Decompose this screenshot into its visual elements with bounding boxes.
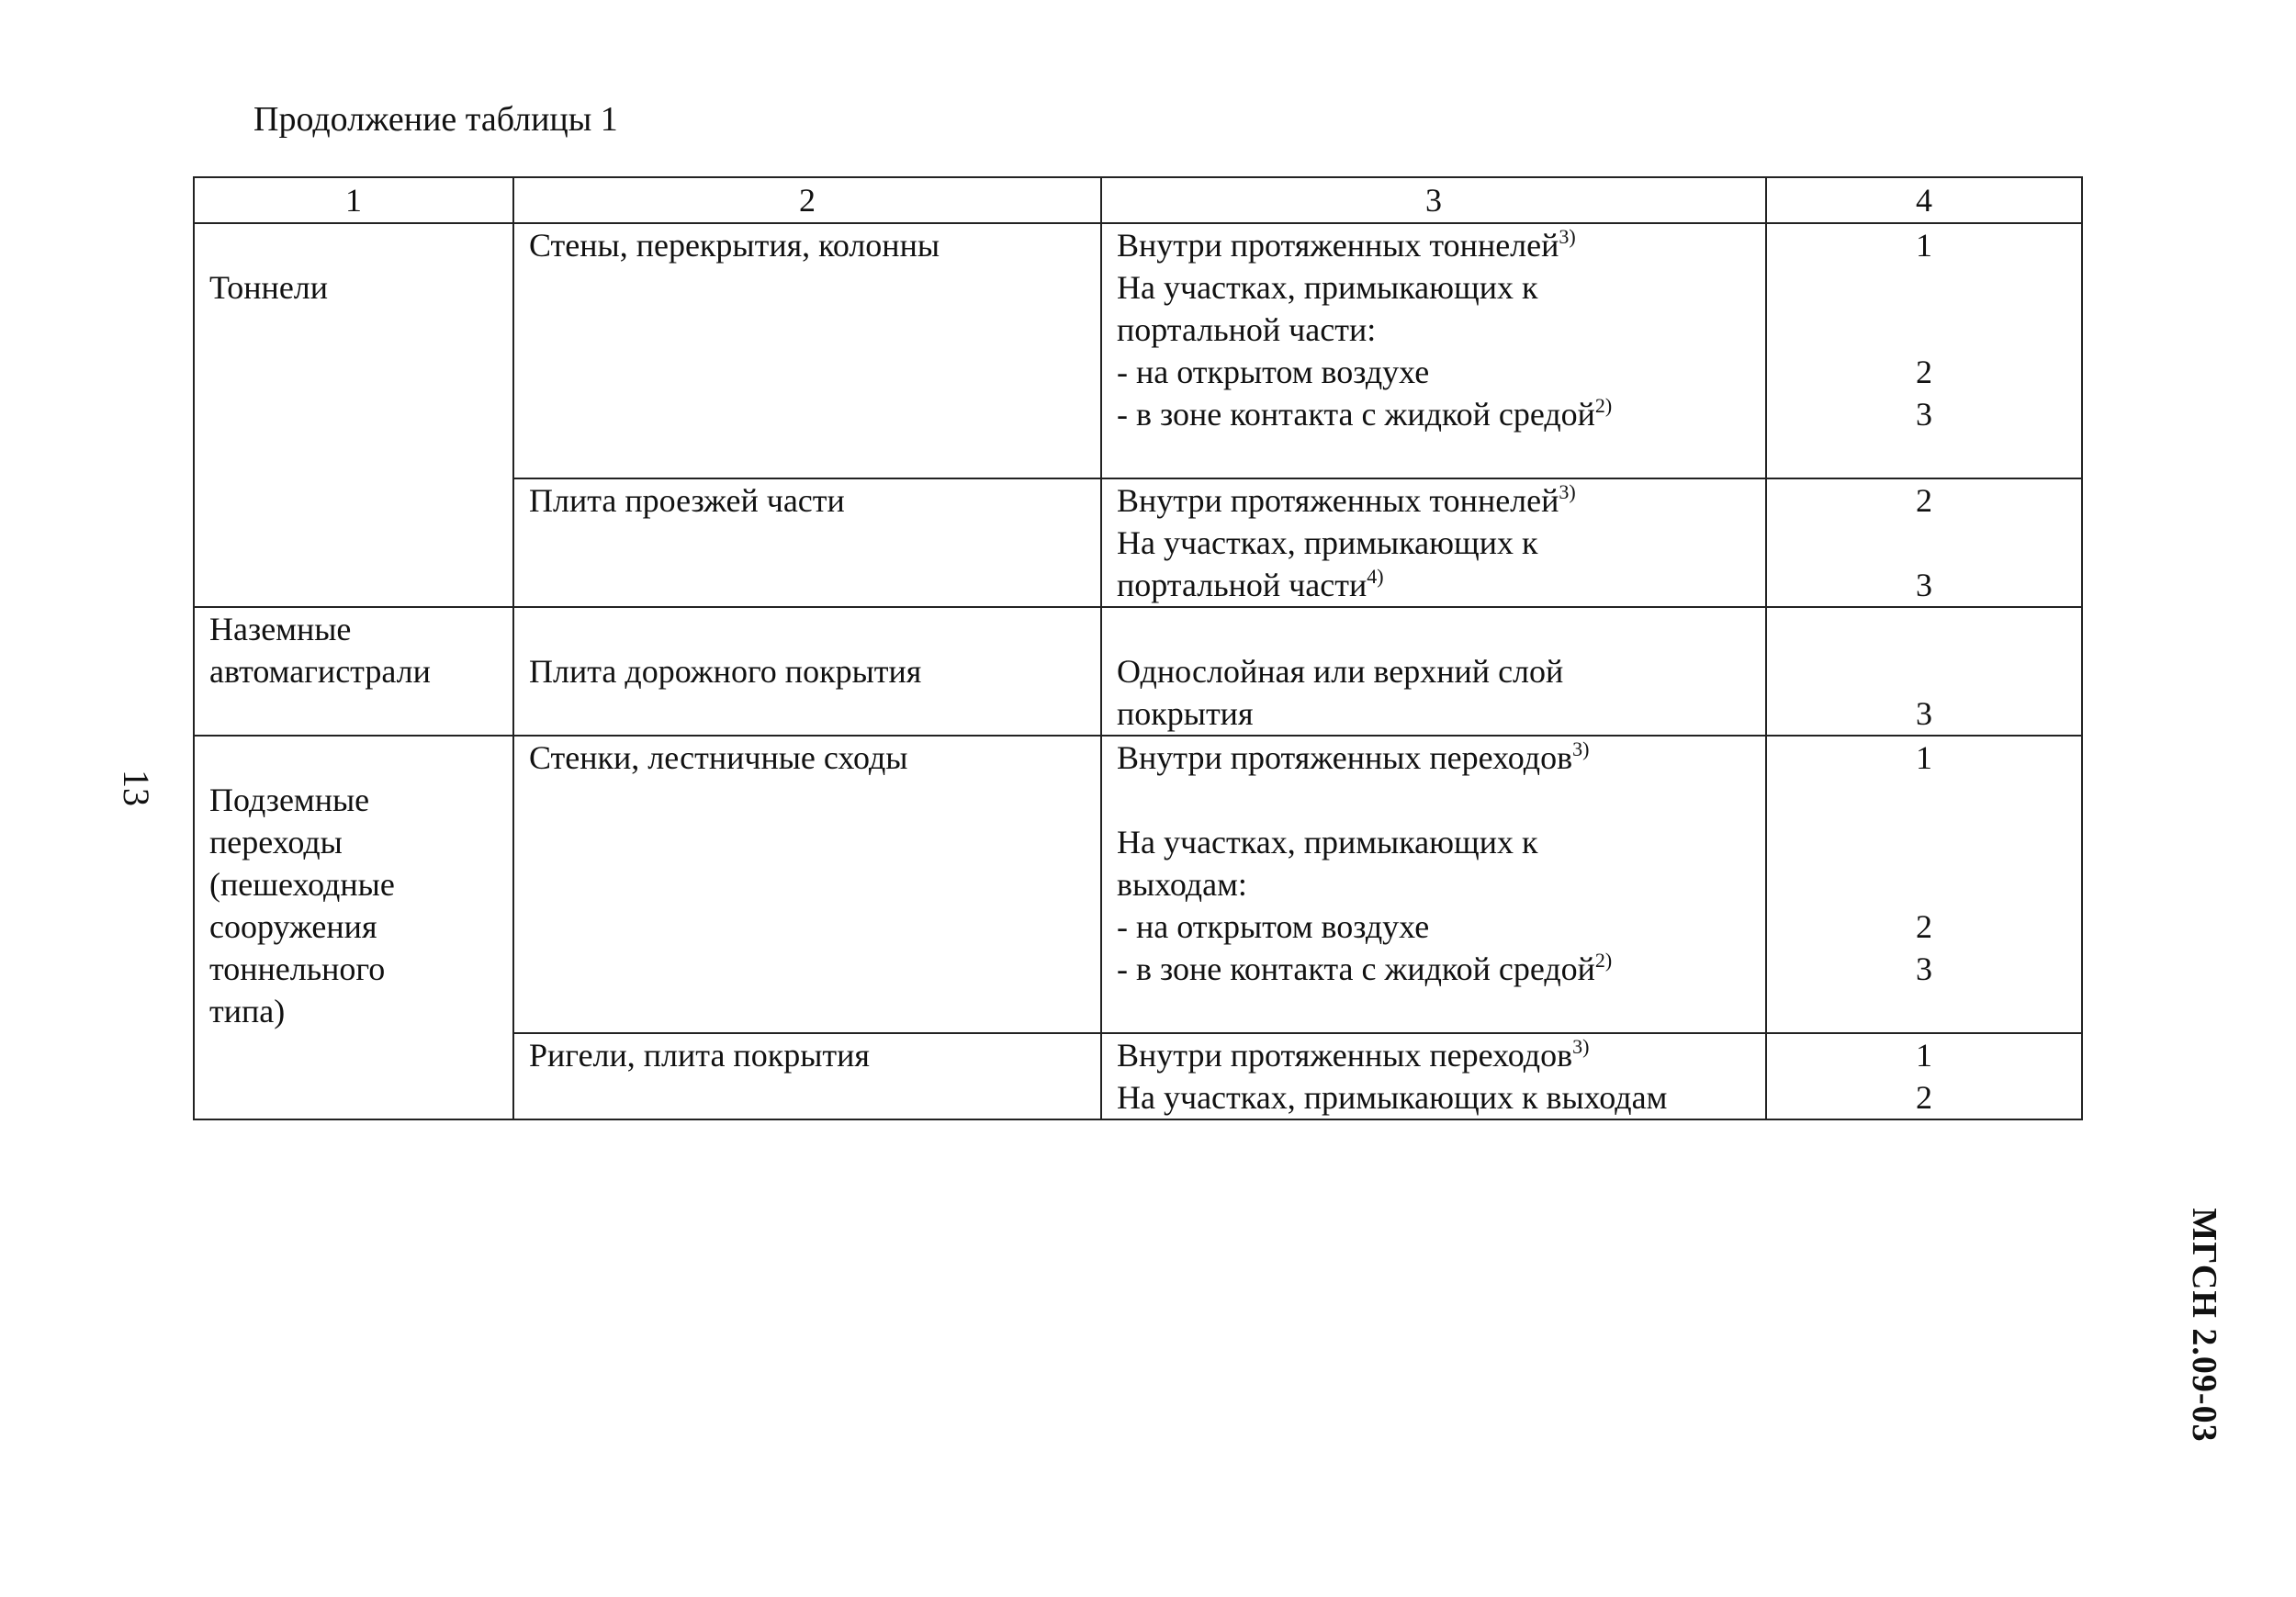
value-cell: 1 2 3	[1766, 736, 2082, 1033]
element-cell: Стенки, лестничные сходы	[513, 736, 1101, 1033]
element-cell: Стены, перекрытия, колонны	[513, 223, 1101, 478]
element-cell: Ригели, плита покрытия	[513, 1033, 1101, 1119]
category-tunnels: Тоннели	[194, 223, 513, 607]
value-cell: 2 3	[1766, 478, 2082, 607]
condition-cell: Внутри протяженных тоннелей$^{3)}$ На участках, примыкающих к портальной части$^{4)}$	[1101, 478, 1766, 607]
value-cell: 1 2 3	[1766, 223, 2082, 478]
category-underpasses: Подземные переходы (пешеходные сооружения тоннельного типа)	[194, 736, 513, 1119]
condition-cell: Однослойная или верхний слой покрытия	[1101, 607, 1766, 736]
category-highways: Наземные автомагистрали	[194, 607, 513, 736]
condition-cell: Внутри протяженных тоннелей$^{3)}$ На участках, примыкающих к портальной части: - на открытом воздухе - в зоне контакта с жидкой средой$^{2)}$	[1101, 223, 1766, 478]
header-col-4: 4	[1766, 177, 2082, 223]
page-number: 13	[116, 770, 157, 806]
classification-table	[193, 176, 2083, 1120]
value-cell: 1 2	[1766, 1033, 2082, 1119]
condition-cell: Внутри протяженных переходов$^{3)}$ На участках, примыкающих к выходам	[1101, 1033, 1766, 1119]
value-cell: 3	[1766, 607, 2082, 736]
table-row	[194, 223, 2082, 478]
table-row	[194, 736, 2082, 1033]
table-row	[194, 607, 2082, 736]
header-col-2: 2	[513, 177, 1101, 223]
element-cell: Плита дорожного покрытия	[513, 607, 1101, 736]
header-row	[194, 177, 2082, 223]
header-col-1: 1	[194, 177, 513, 223]
document-code: МГСН 2.09-03	[2185, 1208, 2223, 1443]
element-cell: Плита проезжей части	[513, 478, 1101, 607]
table-caption: Продолжение таблицы 1	[253, 100, 618, 139]
condition-cell: Внутри протяженных переходов$^{3)}$ На участках, примыкающих к выходам: - на открытом воздухе - в зоне контакта с жидкой средой$^{2)}$	[1101, 736, 1766, 1033]
header-col-3: 3	[1101, 177, 1766, 223]
